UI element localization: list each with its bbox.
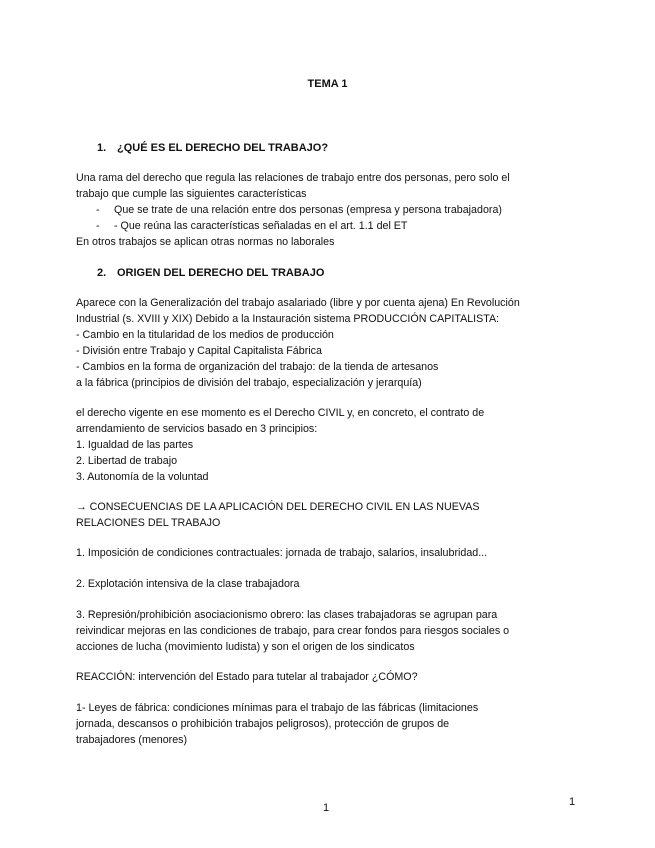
section-title: ORIGEN DEL DERECHO DEL TRABAJO — [117, 267, 325, 279]
bullet-marker: - — [96, 204, 100, 216]
reaction-1-line: 1- Leyes de fábrica: condiciones mínimas para el trabajo de las fábricas (limitaciones — [76, 702, 479, 714]
s1-intro-line: trabajo que cumple las siguientes características — [76, 188, 307, 200]
consequence-3-line: reivindicar mejoras en las condiciones de trabajo, para crear fondos para riesgos sociales o — [76, 625, 510, 637]
reaction-1-line: trabajadores (menores) — [76, 734, 188, 746]
s2-p1-line: - Cambio en la titularidad de los medios de producción — [76, 329, 334, 341]
s2-p2-line: 1. Igualdad de las partes — [76, 439, 194, 451]
bullet-marker: - — [96, 220, 100, 232]
bullet-text: Que se trate de una relación entre dos personas (empresa y persona trabajadora) — [114, 204, 502, 216]
reaction-1-line: jornada, descansos o prohibición trabajos peligrosos), protección de grupos de — [76, 718, 450, 730]
s2-p1-line: - Cambios en la forma de organización del trabajo: de la tienda de artesanos — [76, 361, 439, 373]
consequences-title-line: RELACIONES DEL TRABAJO — [76, 517, 221, 529]
s2-p1-line: - División entre Trabajo y Capital Capitalista Fábrica — [76, 345, 322, 357]
s2-p2-line: arrendamiento de servicios basado en 3 principios: — [76, 423, 318, 435]
reaction-line: REACCIÓN: intervención del Estado para tutelar al trabajador ¿CÓMO? — [76, 671, 418, 683]
page-number-center: 1 — [323, 802, 330, 814]
bullet-text: - Que reúna las características señaladas en el art. 1.1 del ET — [114, 220, 408, 232]
s2-p1-line: Aparece con la Generalización del trabajo asalariado (libre y por cuenta ajena) En Revolución — [76, 297, 520, 309]
consequence-1: 1. Imposición de condiciones contractuales: jornada de trabajo, salarios, insalubridad... — [76, 547, 488, 559]
s2-p2-line: 3. Autonomía de la voluntad — [76, 471, 209, 483]
section-number: 1. — [97, 142, 107, 154]
s2-p2-line: el derecho vigente en ese momento es el Derecho CIVIL y, en concreto, el contrato de — [76, 407, 485, 419]
s1-intro-line: Una rama del derecho que regula las relaciones de trabajo entre dos personas, pero solo el — [76, 172, 510, 184]
s2-p1-line: Industrial (s. XVIII y XIX) Debido a la Instauración sistema PRODUCCIÓN CAPITALISTA: — [76, 313, 500, 325]
section-title: ¿QUÉ ES EL DERECHO DEL TRABAJO? — [117, 142, 329, 154]
consequences-title-line: → CONSECUENCIAS DE LA APLICACIÓN DEL DERECHO CIVIL EN LAS NUEVAS — [76, 501, 480, 513]
s2-p2-line: 2. Libertad de trabajo — [76, 455, 178, 467]
s2-p1-line: a la fábrica (principios de división del trabajo, especialización y jerarquía) — [76, 377, 422, 389]
page-title: TEMA 1 — [307, 78, 348, 90]
section-number: 2. — [97, 267, 107, 279]
consequence-2: 2. Explotación intensiva de la clase trabajadora — [76, 578, 300, 590]
page-number-right: 1 — [569, 796, 576, 808]
consequence-3-line: acciones de lucha (movimiento ludista) y son el origen de los sindicatos — [76, 641, 415, 653]
consequence-3-line: 3. Represión/prohibición asociacionismo obrero: las clases trabajadoras se agrupan para — [76, 609, 498, 621]
s1-closing: En otros trabajos se aplican otras normas no laborales — [76, 236, 335, 248]
